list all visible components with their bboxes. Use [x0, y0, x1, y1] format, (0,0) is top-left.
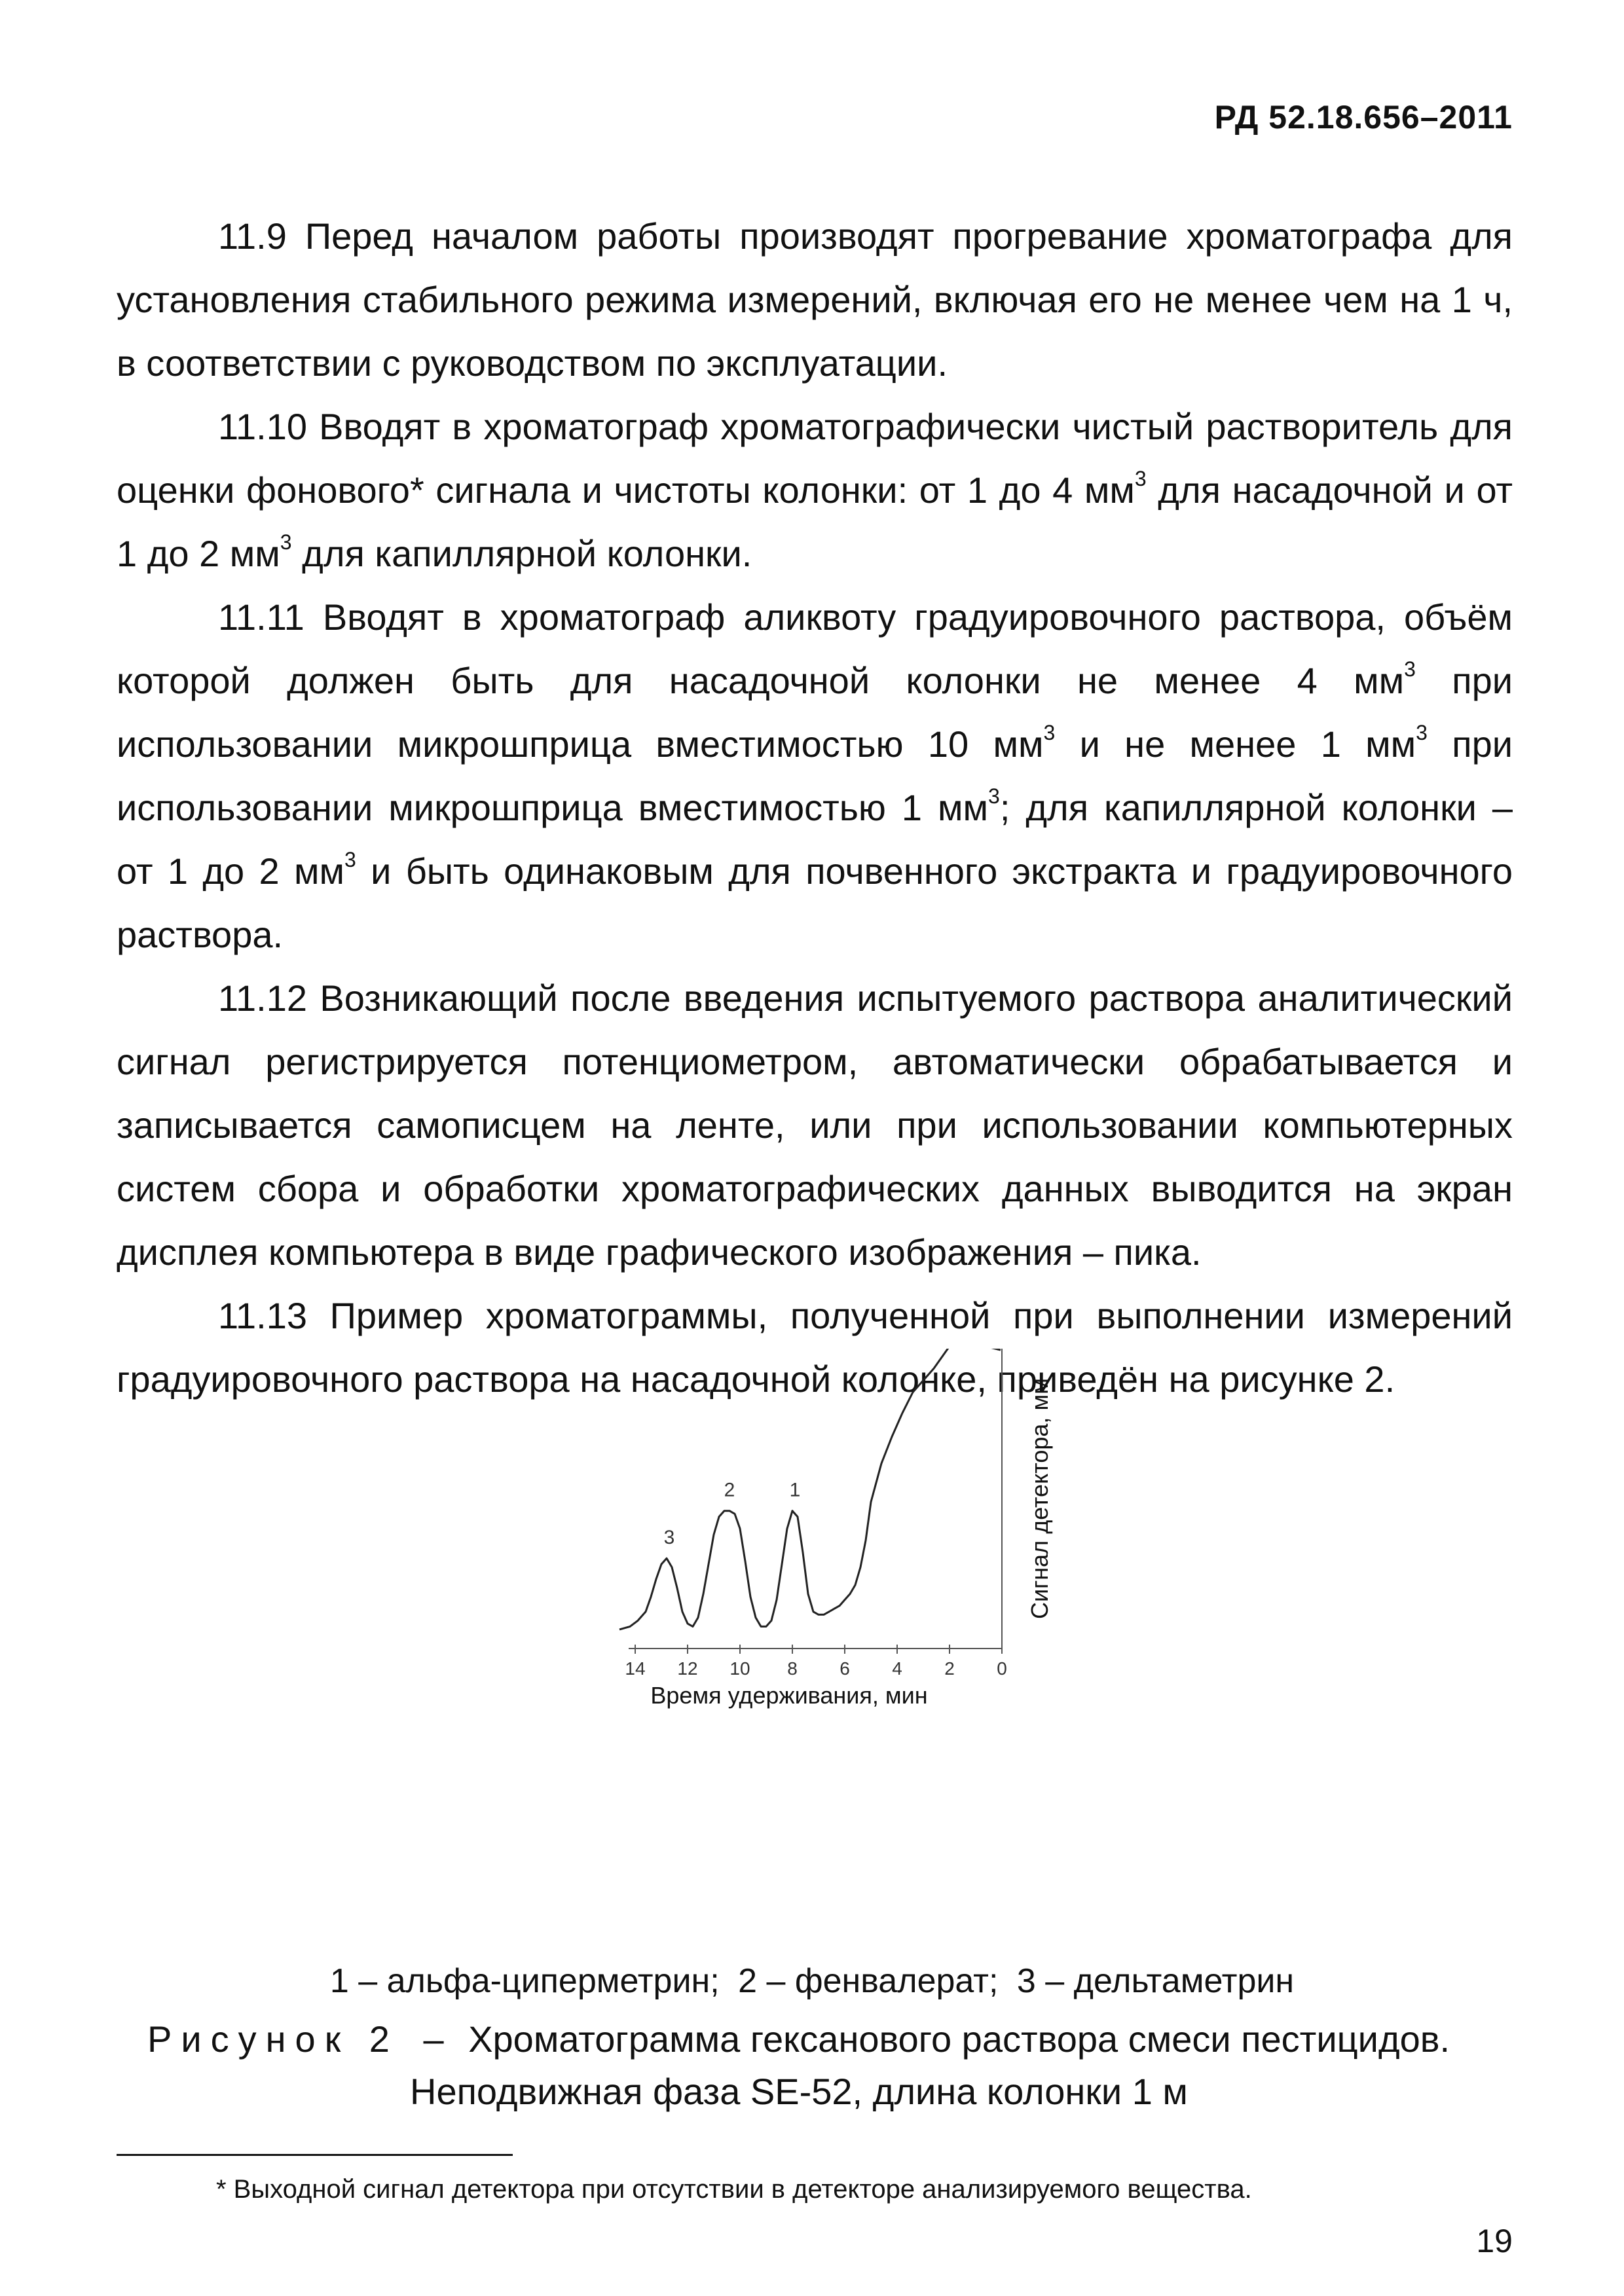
superscript-3: 3: [280, 530, 292, 554]
document-code: РД 52.18.656–2011: [1214, 99, 1513, 136]
signal-curve: [619, 1349, 1001, 1630]
superscript-3: 3: [988, 784, 1000, 808]
paragraph-11-10-part: для капиллярной колонки.: [291, 533, 752, 574]
y-axis-label: Сигнал детектора, мм: [1026, 1378, 1053, 1619]
paragraph-11-10: [117, 395, 1513, 585]
paragraph-11-9: 11.9 Перед началом работы производят прогревание хроматографа для установления стабильного режима измерений, включая его не менее чем на 1 ч, в соответствии с руководством по эксплуатации.: [117, 215, 1513, 384]
x-tick-label: 12: [677, 1658, 698, 1679]
x-tick-label: 0: [997, 1658, 1007, 1679]
legend-item: 1 – альфа-циперметрин;: [329, 1962, 720, 2000]
footnote-divider: [117, 2154, 513, 2156]
paragraph-11-11-part: при использовании микрошприца вместимостью 10 мм: [117, 660, 1513, 765]
peak-label: 3: [663, 1527, 675, 1549]
superscript-3: 3: [1134, 467, 1147, 490]
paragraph-11-11-part: и быть одинаковым для почвенного экстракта и градуировочного раствора.: [117, 850, 1513, 955]
body-text: [117, 204, 1513, 1411]
paragraph-11-12: 11.12 Возникающий после введения испытуемого раствора аналитический сигнал регистрируется потенциометром, автоматически обрабатывается и записывается самописцем на ленте, или при использовании компьютерных систем сбора и обработки хроматографических данных выводится на экран дисплея компьютера в виде графического изображения – пика.: [117, 977, 1513, 1273]
legend-item: 2 – фенвалерат;: [738, 1962, 999, 2000]
footnote: * Выходной сигнал детектора при отсутствии в детекторе анализируемого вещества.: [216, 2175, 1252, 2204]
paragraph-11-10-part: для насадочной и от 1 до 2 мм: [117, 469, 1513, 574]
figure-legend: [0, 1961, 1624, 2001]
legend-item: 3 – дельтаметрин: [1016, 1962, 1295, 2000]
paragraph-11-11-part: при использовании микрошприца вместимостью 1 мм: [117, 723, 1513, 828]
x-tick-label: 4: [892, 1658, 902, 1679]
figure-caption: [147, 2018, 1450, 2060]
peak-label: 2: [724, 1479, 735, 1501]
paragraph-11-11-part: 11.11 Вводят в хроматограф аликвоту градуировочного раствора, объём которой должен быть для насадочной колонки не менее 4 мм: [117, 596, 1513, 701]
x-tick-label: 6: [840, 1658, 850, 1679]
superscript-3: 3: [1043, 721, 1056, 744]
x-tick-label: 8: [787, 1658, 798, 1679]
superscript-3: 3: [1416, 721, 1428, 744]
paragraph-11-10-part: 11.10 Вводят в хроматограф хроматографически чистый растворитель для оценки фонового* сигнала и чистоты колонки: от 1 до 4 мм: [117, 406, 1513, 511]
figure-caption-title: Хроматограмма гексанового раствора смеси пестицидов.: [468, 2018, 1450, 2060]
superscript-3: 3: [1404, 657, 1416, 681]
chromatogram-chart: [589, 1349, 1087, 1741]
paragraph-11-13: 11.13 Пример хроматограммы, полученной при выполнении измерений градуировочного раствора на насадочной колонке, приведён на рисунке 2.: [117, 1295, 1513, 1400]
peak-label: 1: [789, 1479, 801, 1501]
paragraph-11-11: [117, 585, 1513, 966]
paragraph-11-11-part: и не менее 1 мм: [1055, 723, 1416, 765]
figure-caption-dash: –: [423, 2018, 444, 2060]
x-tick-label: 14: [625, 1658, 646, 1679]
page-number: 19: [1476, 2223, 1513, 2259]
figure-caption-line2: Неподвижная фаза SE-52, длина колонки 1 м: [410, 2071, 1188, 2112]
figure-caption-label: Рисунок 2: [147, 2018, 399, 2060]
x-tick-label: 2: [944, 1658, 955, 1679]
x-tick-label: 10: [729, 1658, 750, 1679]
superscript-3: 3: [344, 848, 356, 871]
paragraph-11-11-part: ; для капиллярной колонки – от 1 до 2 мм: [117, 787, 1513, 892]
x-axis-label: Время удерживания, мин: [650, 1682, 928, 1709]
